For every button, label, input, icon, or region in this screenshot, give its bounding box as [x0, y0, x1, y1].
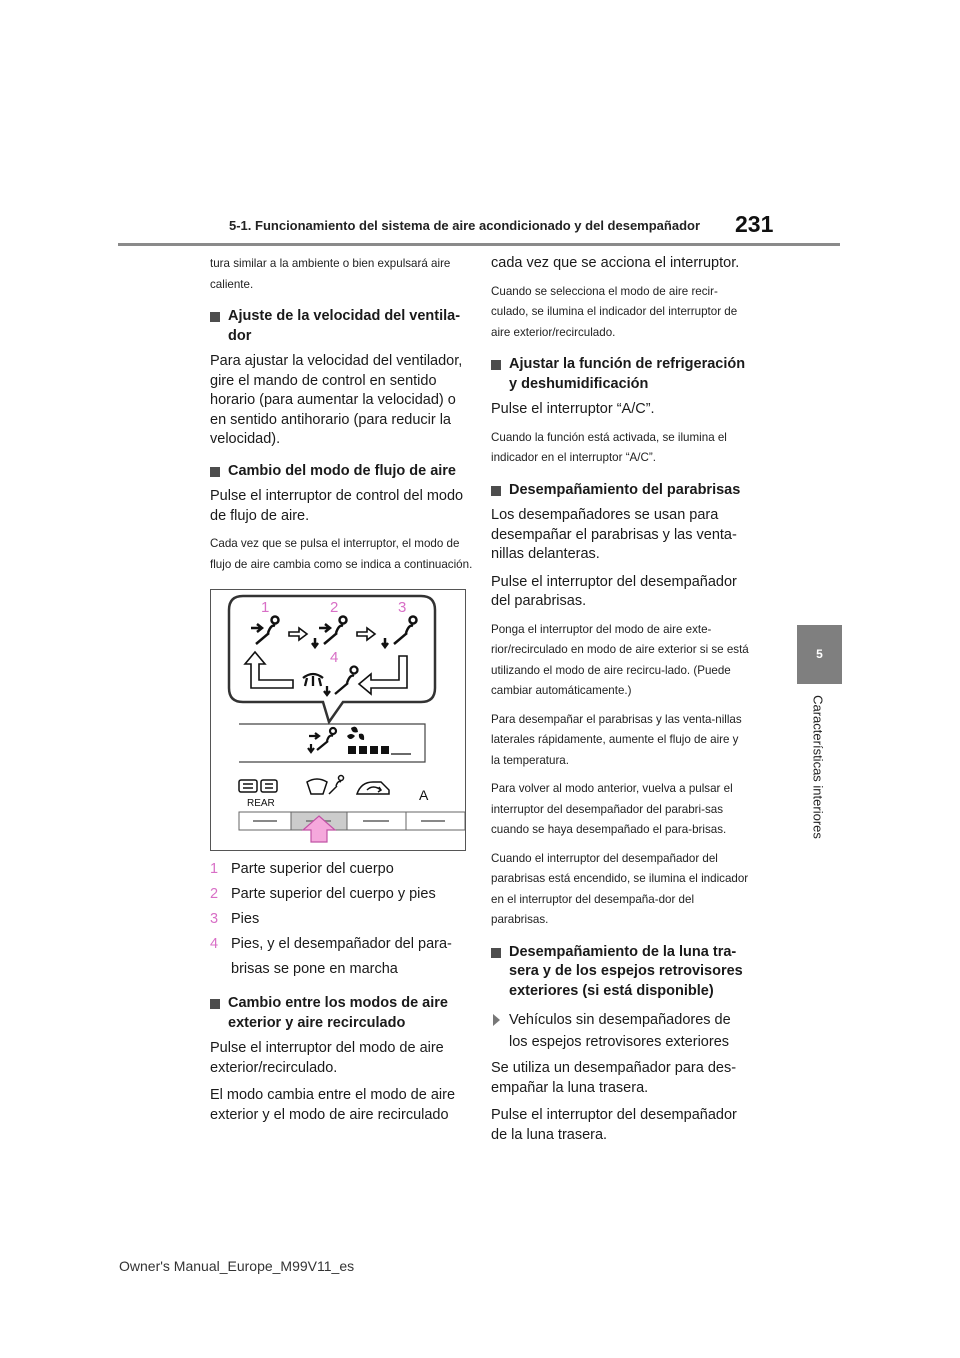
rear-defrost-icon	[239, 780, 277, 792]
intro-text: tura similar a la ambiente o bien expulsará aire caliente.	[210, 257, 451, 291]
heading-text: Ajustar la función de refrigeración y deshumidificación	[509, 356, 746, 392]
mode-label-1: 1	[261, 599, 270, 616]
section-heading	[210, 994, 475, 1033]
legend-number: 2	[210, 886, 219, 902]
bullet-square-icon	[491, 360, 501, 370]
ac-label: A	[419, 787, 429, 803]
paragraph: Pulse el interruptor del modo de aire exterior/recirculado.	[210, 1040, 444, 1076]
fan-speed-bars	[348, 746, 389, 754]
paragraph: Pulse el interruptor del desempañador de la luna trasera.	[491, 1107, 737, 1143]
paragraph: Para ajustar la velocidad del ventilador, gire el mando de control en sentido horario (para aumentar la velocidad) o en sentido antihorario (para reducir la velocidad).	[210, 353, 463, 447]
legend-item	[210, 857, 475, 882]
note-text: Cada vez que se pulsa el interruptor, el modo de flujo de aire cambia como se indica a continuación.	[210, 537, 473, 571]
triangle-bullet-icon	[493, 1014, 500, 1026]
note-text: Cuando el interruptor del desempañador del parabrisas está encendido, se ilumina el indicador en el interruptor del desempaña-dor del parabrisas.	[491, 851, 749, 926]
header-rule	[118, 243, 840, 246]
section-heading	[210, 462, 475, 482]
header-title: 5-1. Funcionamiento del sistema de aire acondicionado y del desempañador	[229, 218, 701, 233]
left-column	[210, 254, 475, 1133]
legend-number: 1	[210, 861, 219, 877]
paragraph: Se utiliza un desempañador para des-empañar la luna trasera.	[491, 1060, 737, 1096]
fan-icon	[347, 727, 364, 740]
paragraph: Los desempañadores se usan para desempañar el parabrisas y las venta-nillas delanteras.	[491, 507, 737, 562]
bullet-square-icon	[491, 486, 501, 496]
paragraph: Pulse el interruptor de control del modo de flujo de aire.	[210, 488, 464, 524]
windshield-defrost-icon	[307, 776, 344, 795]
sub-item-text: Vehículos sin desempañadores de los espejos retrovisores exteriores	[509, 1012, 731, 1050]
legend-item	[210, 882, 475, 907]
section-heading	[210, 307, 475, 346]
display-airflow-icon	[308, 728, 336, 752]
right-column	[491, 254, 749, 1153]
note-text: Cuando se selecciona el modo de aire recir-culado, se ilumina el indicador del interruptor de aire exterior/recirculado.	[491, 284, 738, 339]
legend-item	[210, 907, 475, 932]
note-text: Para desempañar el parabrisas y las venta-nillas laterales rápidamente, aumente el flujo de aire y la temperatura.	[491, 712, 742, 767]
paragraph: Pulse el interruptor del desempañador del parabrisas.	[491, 573, 737, 609]
note-text: Para volver al modo anterior, vuelva a pulsar el interruptor del desempañador del parabri-sas cuando se haya desempañado el para-brisas.	[491, 782, 733, 836]
bullet-square-icon	[210, 467, 220, 477]
mode-label-2: 2	[330, 599, 339, 616]
note-text: Cuando la función está activada, se ilumina el indicador en el interruptor “A/C”.	[491, 430, 727, 464]
legend-text: Pies	[231, 911, 260, 927]
airflow-mode-figure	[210, 589, 466, 851]
bullet-square-icon	[210, 999, 220, 1009]
legend-text: Parte superior del cuerpo y pies	[231, 886, 436, 902]
rear-label: REAR	[247, 798, 275, 809]
legend-number: 3	[210, 911, 219, 927]
legend-number: 4	[210, 936, 219, 952]
heading-text: Cambio del modo de flujo de aire	[228, 462, 456, 479]
mode-label-4: 4	[330, 649, 339, 666]
chapter-side-label: Características interiores	[810, 695, 826, 839]
footer-text: Owner's Manual_Europe_M99V11_es	[119, 1258, 355, 1274]
legend-continuation: brisas se pone en marcha	[231, 961, 398, 977]
paragraph: cada vez que se acciona el interruptor.	[491, 255, 740, 271]
bullet-square-icon	[210, 312, 220, 322]
paragraph: El modo cambia entre el modo de aire exterior y el modo de aire recirculado	[210, 1087, 456, 1123]
page-number: 231	[735, 211, 774, 237]
legend-text: Parte superior del cuerpo	[231, 861, 394, 877]
heading-text: Ajuste de la velocidad del ventila-dor	[228, 308, 461, 344]
heading-text: Desempañamiento de la luna tra-sera y de los espejos retrovisores exteriores (si está disponible)	[509, 943, 743, 999]
section-heading	[491, 943, 749, 1002]
bullet-square-icon	[491, 948, 501, 958]
legend-item	[210, 932, 475, 957]
recirculation-icon	[357, 782, 389, 794]
airflow-diagram	[211, 590, 465, 850]
sub-item	[491, 1009, 749, 1053]
heading-text: Desempañamiento del parabrisas	[509, 481, 741, 498]
legend-text: Pies, y el desempañador del para-	[231, 936, 452, 952]
note-text: Ponga el interruptor del modo de aire exte-rior/recirculado en modo de aire exterior si se está utilizando el modo de aire recircu-lado. (Puede cambiar automáticamente.)	[491, 622, 749, 697]
mode-label-3: 3	[398, 599, 407, 616]
section-heading	[491, 481, 749, 501]
paragraph: Pulse el interruptor “A/C”.	[491, 401, 655, 417]
section-heading	[491, 355, 749, 394]
chapter-tab: 5	[797, 625, 842, 684]
heading-text: Cambio entre los modos de aire exterior y aire recirculado	[228, 995, 448, 1031]
